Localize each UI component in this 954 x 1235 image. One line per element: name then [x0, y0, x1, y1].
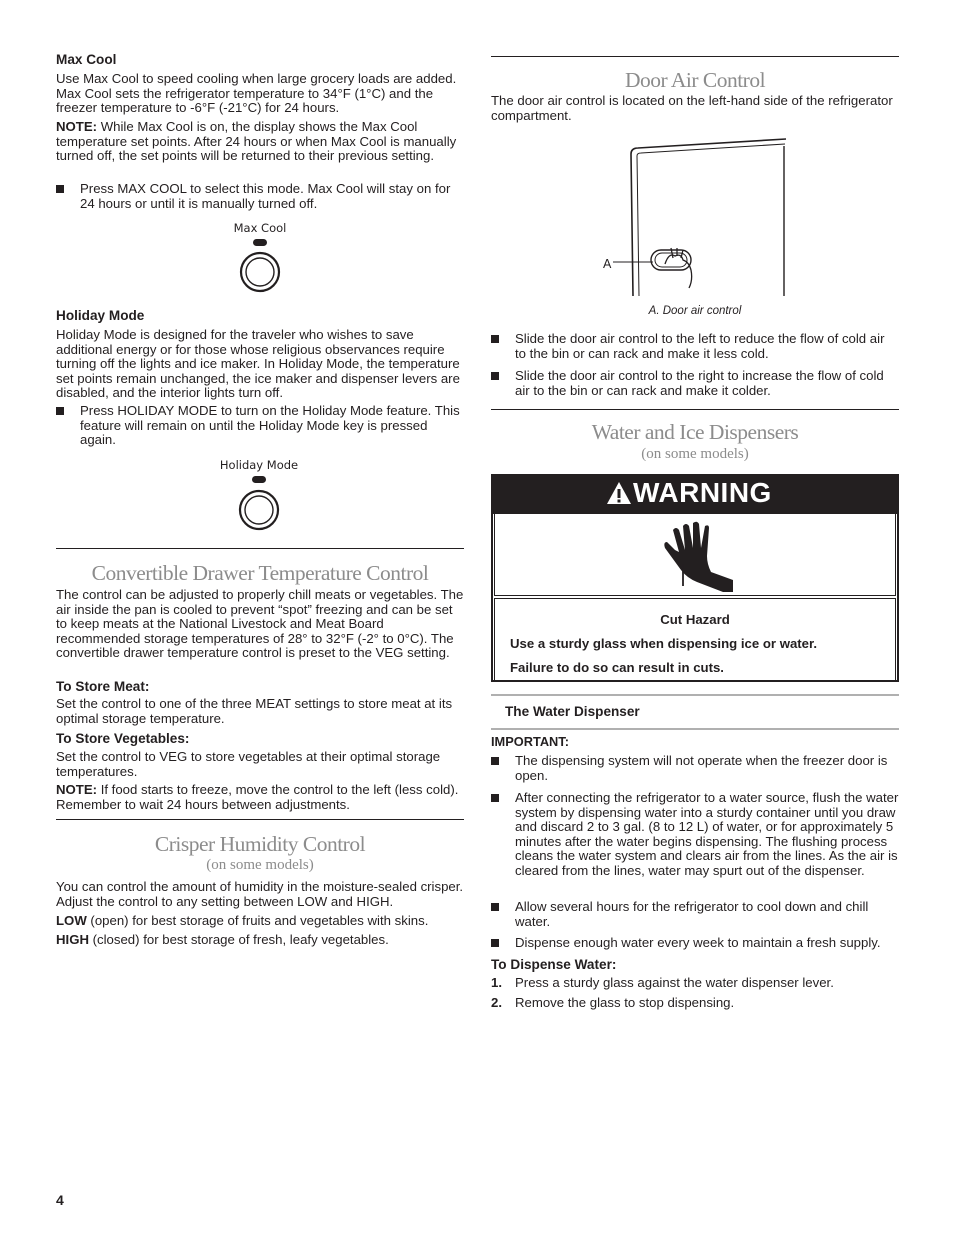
max-cool-label: Max Cool	[233, 221, 287, 235]
dispensers-subheading: (on some models)	[641, 446, 749, 462]
holiday-mode-description: Holiday Mode is designed for the traveler who wishes to save additional energy or for those whose religious observances require turning off the lights and ice maker. In Holiday Mode, the temperature set points remain unchanged, the ice maker and dispenser levers are disabled, and the interior lights turn off.	[56, 327, 460, 401]
max-cool-button-icon	[210, 236, 310, 296]
hazard-symbol-panel	[494, 512, 896, 596]
section-divider	[56, 819, 464, 820]
door-air-bullet: Slide the door air control to the right to increase the flow of cold air to the bin or can rack and make it colder.	[491, 369, 899, 398]
page-number: 4	[56, 1192, 64, 1208]
convertible-drawer-note: NOTE: If food starts to freeze, move the control to the left (less cold). Remember to wait 24 hours between adjustments.	[56, 782, 459, 812]
crisper-high-setting: HIGH (closed) for best storage of fresh, leafy vegetables.	[56, 932, 389, 947]
holiday-mode-button-icon	[209, 473, 309, 533]
store-meat-text: Set the control to one of the three MEAT settings to store meat at its optimal storage temperature.	[56, 696, 453, 726]
water-dispenser-bullet: Allow several hours for the refrigerator to cool down and chill water.	[491, 900, 899, 929]
cut-hand-icon	[655, 520, 735, 592]
crisper-subheading: (on some models)	[206, 857, 314, 873]
max-cool-heading: Max Cool	[56, 52, 117, 67]
crisper-heading: Crisper Humidity Control	[154, 832, 366, 856]
dispense-step: 1. Press a sturdy glass against the water dispenser lever.	[491, 975, 834, 990]
callout-letter-a: A	[603, 257, 612, 271]
door-air-caption: A. Door air control	[648, 305, 742, 317]
warning-line-2: Failure to do so can result in cuts.	[510, 660, 724, 675]
crisper-description: You can control the amount of humidity in the moisture-sealed crisper. Adjust the control to any setting between LOW and HIGH.	[56, 879, 464, 909]
section-divider	[491, 56, 899, 57]
store-meat-heading: To Store Meat:	[56, 679, 150, 694]
door-air-illustration	[591, 136, 791, 296]
warning-header	[491, 474, 899, 512]
warning-title: WARNING	[633, 477, 772, 508]
dispense-water-heading: To Dispense Water:	[491, 957, 617, 972]
max-cool-note: NOTE: While Max Cool is on, the display shows the Max Cool temperature set points. After 24 hours or when Max Cool is manually turned off, the set points will be returned to their previous setting.	[56, 119, 457, 164]
holiday-mode-heading: Holiday Mode	[56, 308, 145, 323]
warning-triangle-icon	[606, 481, 632, 505]
warning-text-panel	[494, 598, 896, 682]
section-divider	[491, 409, 899, 410]
convertible-drawer-heading: Convertible Drawer Temperature Control	[91, 561, 429, 585]
dispensers-heading: Water and Ice Dispensers	[591, 420, 799, 444]
convertible-drawer-description: The control can be adjusted to properly chill meats or vegetables. The air inside the pan is cooled to prevent “spot” freezing and can be set to keep meats at the National Livestock and Meat Board recommended storage temperatures of 28° to 32°F (-2° to 0°C). The convertible drawer temperature control is preset to the VEG setting.	[56, 587, 464, 661]
holiday-mode-control	[209, 458, 309, 533]
water-dispenser-band	[491, 694, 899, 730]
max-cool-bullet: Press MAX COOL to select this mode. Max Cool will stay on for 24 hours or until it is manually turned off.	[56, 182, 464, 211]
max-cool-description: Use Max Cool to speed cooling when large grocery loads are added. Max Cool sets the refrigerator temperature to 34°F (1°C) and the freezer temperature to -6°F (-21°C) for 24 hours.	[56, 71, 457, 116]
section-divider	[56, 548, 464, 549]
max-cool-control	[210, 221, 310, 296]
holiday-mode-label: Holiday Mode	[219, 458, 299, 472]
door-illustration-icon	[591, 136, 791, 296]
warning-line-1: Use a sturdy glass when dispensing ice or water.	[510, 636, 818, 651]
holiday-mode-bullet: Press HOLIDAY MODE to turn on the Holiday Mode feature. This feature will remain on until the Holiday Mode key is pressed again.	[56, 404, 464, 448]
water-dispenser-bullet: After connecting the refrigerator to a water source, flush the water system by dispensing water into a sturdy container until you draw and discard 2 to 3 gal. (8 to 12 L) of water, or for approximately 5 minutes after the water begins dispensing. The flushing process cleans the water system and clears air from the lines. As the air is cleared from the lines, water may spurt out of the dispenser.	[491, 791, 899, 879]
crisper-low-setting: LOW (open) for best storage of fruits and vegetables with skins.	[56, 913, 429, 928]
door-air-description: The door air control is located on the left-hand side of the refrigerator compartment.	[491, 93, 893, 123]
door-air-bullet: Slide the door air control to the left to reduce the flow of cold air to the bin or can rack and make it less cold.	[491, 332, 899, 361]
store-vegetables-text: Set the control to VEG to store vegetables at their optimal storage temperatures.	[56, 749, 441, 779]
water-dispenser-bullet: Dispense enough water every week to maintain a fresh supply.	[491, 936, 899, 951]
water-dispenser-bullet: The dispensing system will not operate when the freezer door is open.	[491, 754, 899, 783]
water-dispenser-heading: The Water Dispenser	[505, 704, 640, 719]
store-vegetables-heading: To Store Vegetables:	[56, 731, 190, 746]
cut-hazard-title: Cut Hazard	[660, 612, 730, 627]
door-air-heading: Door Air Control	[624, 68, 766, 92]
dispense-step: 2. Remove the glass to stop dispensing.	[491, 995, 735, 1010]
important-label: IMPORTANT:	[491, 734, 569, 749]
warning-body	[491, 512, 899, 682]
